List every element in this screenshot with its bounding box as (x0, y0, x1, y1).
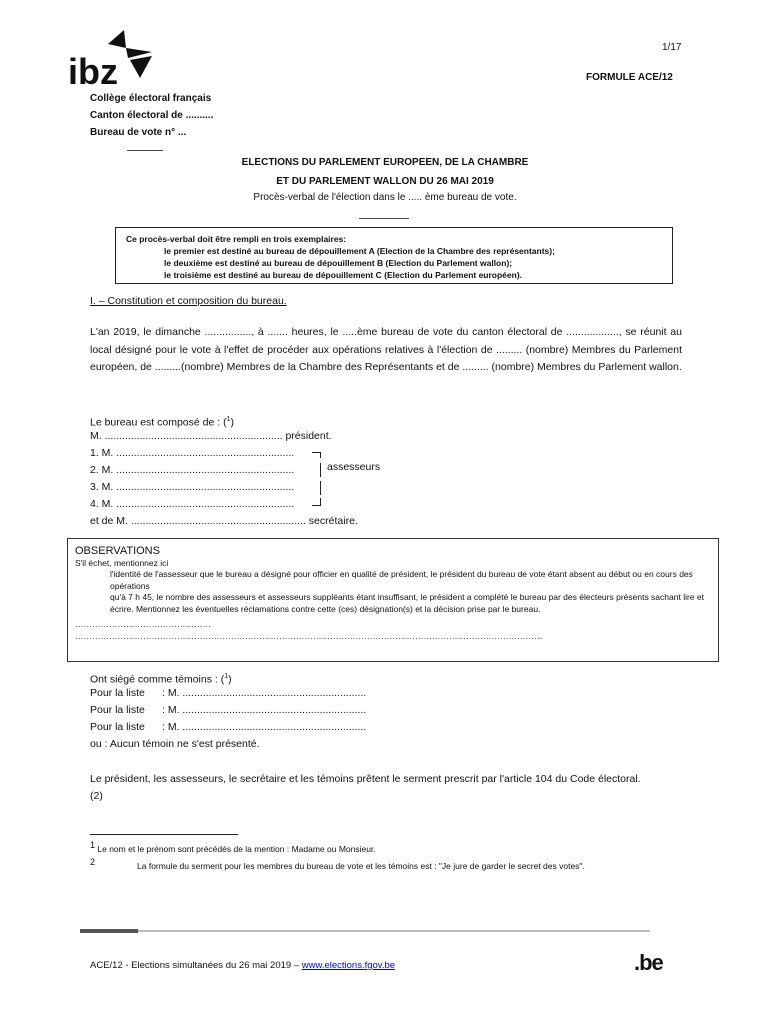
temoin-value: : M. ............................................................... (162, 721, 367, 733)
notice-heading: Ce procès-verbal doit être rempli en trois exemplaires: (126, 234, 347, 244)
notice-item (116, 245, 672, 257)
footer-text: ACE/12 - Elections simultanées du 26 mai 2019 – (90, 960, 302, 971)
page-number: 1/17 (662, 42, 682, 53)
intro-paragraph: L'an 2019, le dimanche ................, à ....... heures, le .....ème bureau de vote du canton électoral de .................., se réunit au local désigné pour le vote à l'effet de procéder aux opérations relatives à l'élection de ......... (nombre) Membres du Parlement européen, de .........(nombre) Membres de la Chambre des Représentants et de ......... (nombre) Membres du Parlement wallon. (90, 326, 682, 373)
divider (127, 150, 163, 151)
notice-item-text: le premier est destiné au bureau de dépouillement A (Election de la Chambre des représentants); (164, 246, 555, 256)
observation-text: qu'à 7 h 45, le nombre des assesseurs et assesseurs suppléants étant insuffisant, le président a complété le bureau par des électeurs présents sachant lire et écrire. Mentionnez les éventuelles réclamations contre cette (ces) désignation(s) et la décision prise par le bureau. (110, 592, 704, 614)
page-title-line2: ET DU PARLEMENT WALLON DU 26 MAI 2019 (276, 176, 494, 187)
observation-item (68, 569, 718, 592)
footnote-rule (90, 834, 238, 835)
composition-heading: Le bureau est composé de : ($^1$) (90, 416, 234, 429)
temoin-row (90, 719, 366, 736)
president-line: M. ............................................................. président. (90, 430, 332, 442)
temoin-none: ou : Aucun témoin ne s'est présenté. (90, 738, 260, 750)
be-logo: .be (634, 950, 663, 975)
bracket (320, 463, 321, 477)
observation-item (68, 592, 718, 615)
composition-block (90, 411, 358, 530)
notice-box (115, 227, 673, 284)
assessor-line: 3. M. ............................................................. (90, 481, 295, 493)
assessor-line: 2. M. ............................................................. (90, 464, 295, 476)
formule-label: FORMULE ACE/12 (586, 72, 673, 83)
college-label: Collège électoral français (90, 93, 212, 104)
logo-text: ibz (68, 51, 118, 86)
assessor-line: 4. M. ............................................................. (90, 498, 295, 510)
serment-text: Le président, les assesseurs, le secrétaire et les témoins prêtent le serment prescrit par l'article 104 du Code électoral. (90, 773, 641, 785)
bracket (312, 505, 321, 506)
notice-item-text: le troisième est destiné au bureau de dépouillement C (Election du Parlement européen). (164, 270, 523, 280)
divider (359, 218, 409, 219)
assesseurs-label: assesseurs (327, 461, 381, 473)
temoin-label: Pour la liste (90, 721, 145, 733)
college-block (90, 90, 213, 141)
temoin-value: : M. ............................................................... (162, 687, 367, 699)
page-subtitle: Procès-verbal de l'élection dans le ..... ème bureau de vote. (253, 192, 517, 203)
temoin-label: Pour la liste (90, 687, 145, 699)
observation-text: l'identité de l'assesseur que le bureau a désigné pour officier en qualité de président, le président du bureau de vote étant absent au début ou en cours des opérations (110, 569, 693, 591)
footnote-2: $^2$ La formule du serment pour les membres du bureau de vote et les témoins est : "Je jure de garder le secret des votes". (90, 857, 585, 871)
assessor-line: 1. M. ............................................................. (90, 447, 295, 459)
bracket (320, 481, 321, 495)
footer (90, 960, 395, 971)
footer-bar (138, 930, 650, 932)
ibz-logo (68, 30, 152, 86)
temoin-row (90, 702, 366, 719)
observation-dots: ………………………………………… (75, 619, 211, 629)
serment-note: (2) (90, 790, 103, 802)
serment-paragraph (90, 771, 682, 805)
temoin-label: Pour la liste (90, 704, 145, 716)
notice-item (116, 269, 672, 281)
notice-item (116, 257, 672, 269)
footnote-1: $^1$ Le nom et le prénom sont précédés de la mention : Madame ou Monsieur. (90, 840, 376, 854)
observations-box (67, 538, 719, 662)
footer-link[interactable]: www.elections.fgov.be (301, 960, 396, 971)
temoins-block (90, 668, 366, 753)
temoin-row (90, 685, 366, 702)
temoins-heading: Ont siégé comme témoins : ($^1$) (90, 673, 232, 686)
bracket (320, 498, 321, 505)
bureau-label: Bureau de vote n° ... (90, 127, 187, 138)
bracket (320, 452, 321, 458)
secretaire-line: et de M. ............................................................ secrétaire. (90, 515, 358, 527)
page-title-line1: ELECTIONS DU PARLEMENT EUROPEEN, DE LA CHAMBRE (241, 157, 529, 168)
section-heading: I. – Constitution et composition du bureau. (90, 295, 287, 307)
notice-item-text: le deuxième est destiné au bureau de dépouillement B (Election du Parlement wallon); (164, 258, 513, 268)
temoin-value: : M. ............................................................... (162, 704, 367, 716)
footer-bar (80, 929, 138, 933)
canton-label: Canton électoral de .......... (90, 110, 214, 121)
observations-heading: OBSERVATIONS (75, 545, 160, 557)
observations-sub: S'il échet, mentionnez ici (75, 557, 169, 568)
observation-dots: ………………………………………………………………………………………………………………………………………………… (75, 630, 543, 641)
